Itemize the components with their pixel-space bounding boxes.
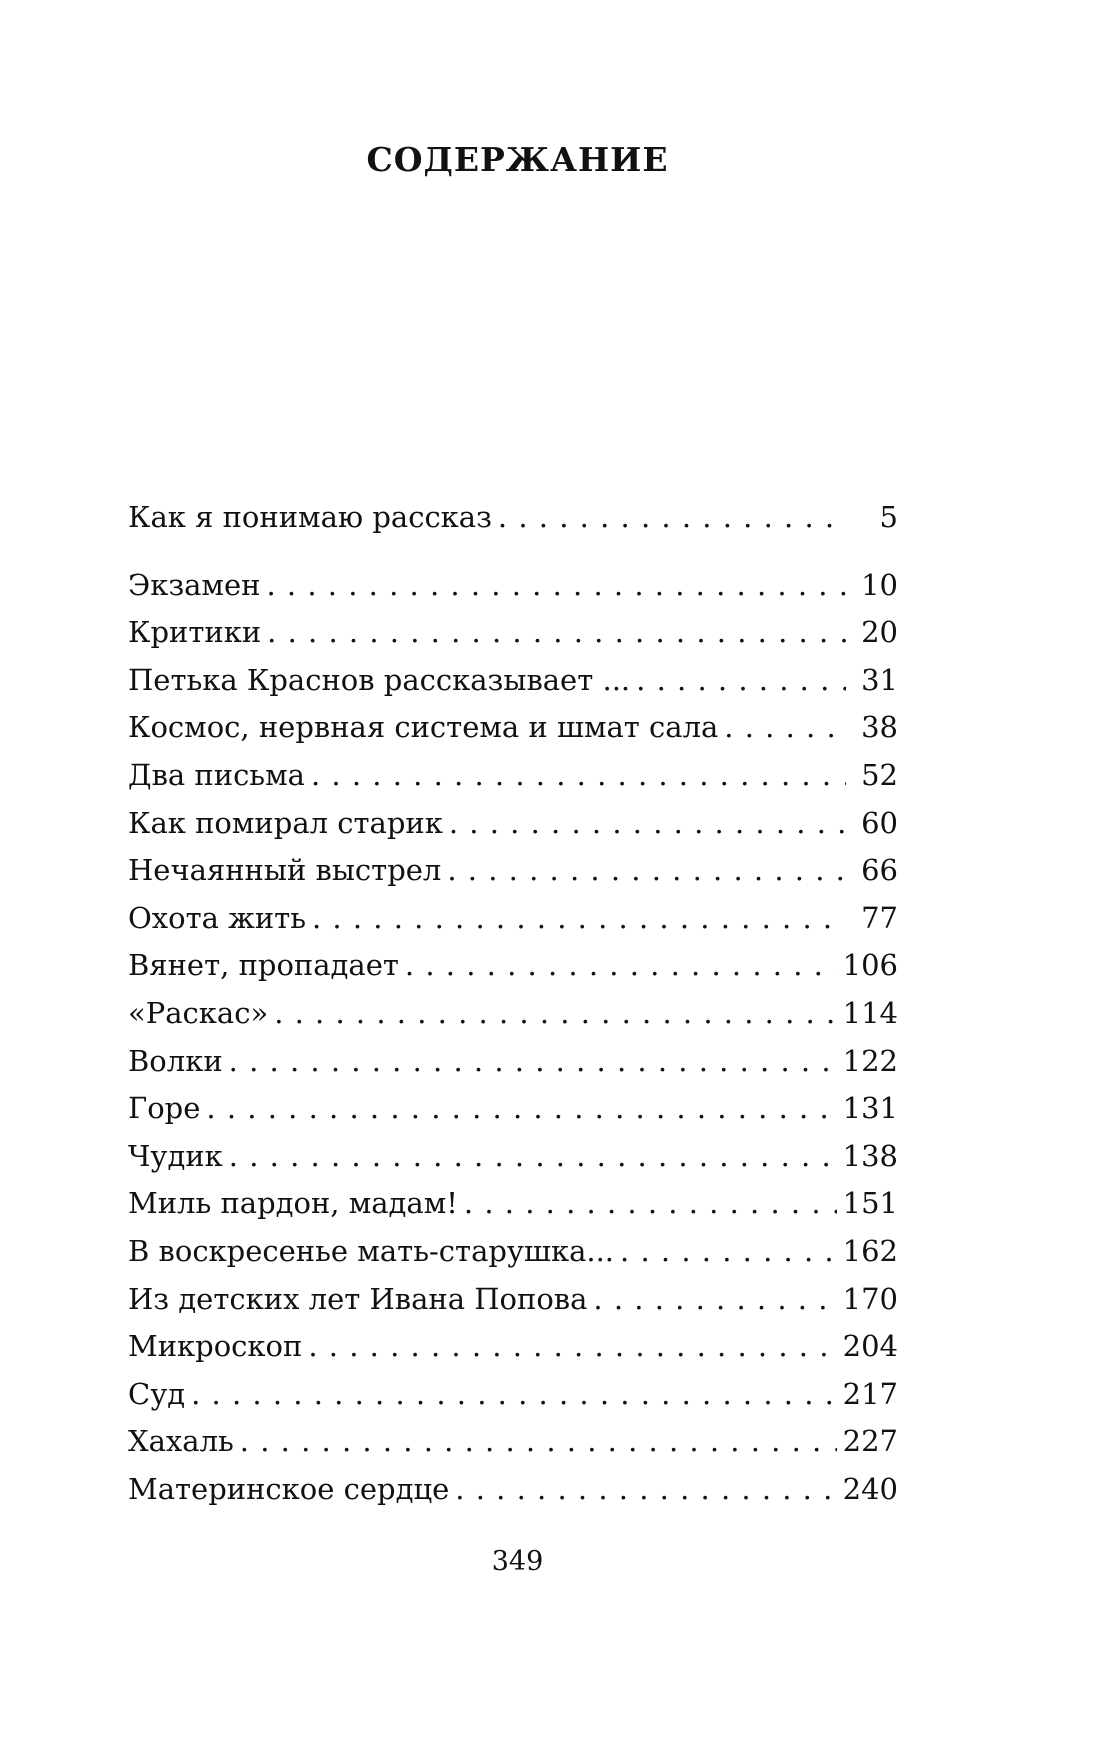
toc-entry[interactable] <box>128 1139 898 1187</box>
dot-leader <box>311 758 846 792</box>
toc-entry-page: 240 <box>842 1471 898 1506</box>
dot-leader <box>724 710 846 744</box>
toc-entry[interactable] <box>128 1186 898 1234</box>
toc-entry[interactable] <box>128 901 898 949</box>
page-number: 349 <box>491 1546 544 1577</box>
toc-entry-page: 60 <box>861 805 898 840</box>
toc-entry-title: Как я понимаю рассказ <box>128 500 492 534</box>
toc-entry-page: 122 <box>842 1043 898 1078</box>
dot-leader <box>267 615 846 649</box>
toc-entry[interactable] <box>128 996 898 1044</box>
toc-entry-title: В воскресенье мать-старушка... <box>128 1233 615 1268</box>
toc-entry-page: 151 <box>842 1186 898 1221</box>
dot-leader <box>191 1377 837 1411</box>
toc-entry-title: Критики <box>128 615 262 650</box>
toc-entry-title: Петька Краснов рассказывает ... <box>128 662 631 697</box>
toc-entry[interactable] <box>128 615 898 663</box>
toc-entry[interactable] <box>128 853 898 901</box>
toc-entry-title: Материнское сердце <box>128 1471 450 1506</box>
toc-entry[interactable] <box>128 1424 898 1472</box>
toc-entry[interactable] <box>128 1377 898 1425</box>
toc-entry-title: Микроскоп <box>128 1329 303 1364</box>
toc-entry-page: 114 <box>842 995 898 1030</box>
dot-leader <box>620 1234 837 1268</box>
dot-leader <box>229 1044 837 1078</box>
toc-entry[interactable] <box>128 710 898 758</box>
toc-entry[interactable] <box>128 1091 898 1139</box>
page-title: СОДЕРЖАНИЕ <box>366 140 669 179</box>
toc-entry[interactable] <box>128 1472 898 1520</box>
toc-entry-title: Охота жить <box>128 900 306 935</box>
dot-leader <box>274 996 836 1030</box>
toc-entry-page: 217 <box>842 1376 898 1411</box>
toc-entry[interactable] <box>128 1044 898 1092</box>
toc-entry[interactable] <box>128 758 898 806</box>
dot-leader <box>312 901 846 935</box>
toc-entry-title: «Раскас» <box>128 995 269 1030</box>
toc-entry[interactable] <box>128 806 898 854</box>
dot-leader <box>229 1139 837 1173</box>
toc-entry[interactable] <box>128 948 898 996</box>
toc-entry[interactable] <box>128 663 898 711</box>
toc-entry-title: Из детских лет Ивана Попова <box>128 1281 588 1316</box>
toc-entry-page: 31 <box>861 662 898 697</box>
toc-entry[interactable] <box>128 500 898 548</box>
toc-entry-page: 162 <box>842 1233 898 1268</box>
dot-leader <box>447 853 846 887</box>
toc-entry[interactable] <box>128 1282 898 1330</box>
dot-leader <box>464 1186 837 1220</box>
toc-entry-title: Экзамен <box>128 567 261 602</box>
toc-entry-page: 5 <box>879 500 898 534</box>
toc-entry-title: Два письма <box>128 757 305 792</box>
table-of-contents <box>128 500 898 1519</box>
toc-entry-title: Суд <box>128 1376 186 1411</box>
toc-entry-page: 77 <box>861 900 898 935</box>
toc-entry-page: 66 <box>861 853 898 888</box>
toc-entry-page: 138 <box>842 1138 898 1173</box>
dot-leader <box>593 1282 836 1316</box>
toc-entry[interactable] <box>128 568 898 616</box>
toc-entry-page: 106 <box>842 948 898 983</box>
toc-entry-page: 170 <box>842 1281 898 1316</box>
toc-entry-title: Миль пардон, мадам! <box>128 1186 458 1221</box>
toc-entry-title: Горе <box>128 1091 201 1126</box>
toc-entry[interactable] <box>128 1234 898 1282</box>
toc-entry-page: 10 <box>861 567 898 602</box>
dot-leader <box>240 1424 837 1458</box>
toc-entry-title: Космос, нервная система и шмат сала <box>128 710 719 745</box>
toc-entry-title: Как помирал старик <box>128 805 443 840</box>
dot-leader <box>266 568 846 602</box>
dot-leader <box>636 663 846 697</box>
toc-entry-page: 204 <box>842 1329 898 1364</box>
toc-entry-page: 227 <box>842 1424 898 1459</box>
toc-entry-title: Нечаянный выстрел <box>128 853 442 888</box>
toc-entry-page: 131 <box>842 1091 898 1126</box>
dot-leader <box>405 948 837 982</box>
dot-leader <box>449 806 846 840</box>
toc-entry-page: 38 <box>861 710 898 745</box>
dot-leader <box>498 500 846 534</box>
dot-leader <box>206 1091 836 1125</box>
toc-entry-title: Чудик <box>128 1138 223 1173</box>
dot-leader <box>455 1472 836 1506</box>
toc-entry-page: 52 <box>861 757 898 792</box>
toc-entry-page: 20 <box>861 615 898 650</box>
toc-entry[interactable] <box>128 1329 898 1377</box>
dot-leader <box>308 1329 836 1363</box>
toc-entry-title: Вянет, пропадает <box>128 948 399 983</box>
toc-entry-title: Волки <box>128 1043 223 1078</box>
toc-entry-title: Хахаль <box>128 1424 234 1459</box>
